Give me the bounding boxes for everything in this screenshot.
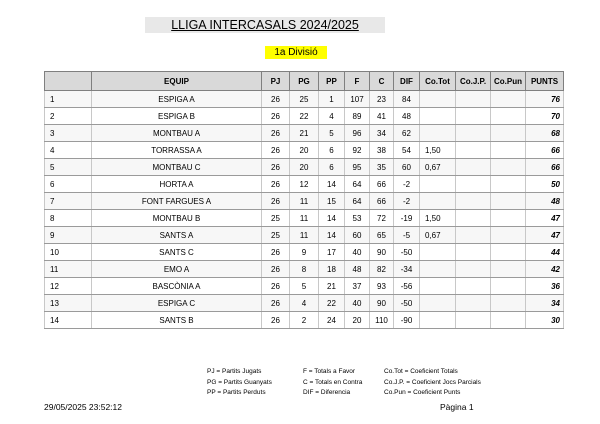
- pp-cell: 22: [319, 295, 345, 312]
- team-cell: ESPIGA A: [92, 91, 262, 108]
- f-cell: 53: [345, 210, 370, 227]
- legend-item: Co.Tot = Coeficient Totals: [384, 368, 458, 375]
- c-cell: 41: [370, 108, 394, 125]
- legend-item: DIF = Diferencia: [303, 389, 351, 396]
- copun-cell: [491, 261, 526, 278]
- copun-cell: [491, 176, 526, 193]
- copun-cell: [491, 295, 526, 312]
- pj-cell: 25: [262, 210, 290, 227]
- team-cell: MONTBAU A: [92, 125, 262, 142]
- copun-cell: [491, 108, 526, 125]
- punts-cell: 30: [526, 312, 564, 329]
- cojp-cell: [456, 159, 491, 176]
- cotot-cell: [420, 176, 456, 193]
- pj-cell: 26: [262, 91, 290, 108]
- cotot-cell: [420, 125, 456, 142]
- cotot-cell: [420, 278, 456, 295]
- dif-cell: 54: [394, 142, 420, 159]
- pg-cell: 9: [290, 244, 319, 261]
- position-cell: 5: [45, 159, 92, 176]
- pp-cell: 15: [319, 193, 345, 210]
- pj-cell: 26: [262, 312, 290, 329]
- column-header: DIF: [394, 72, 420, 91]
- punts-cell: 47: [526, 227, 564, 244]
- table-row: [45, 91, 564, 108]
- cotot-cell: 0,67: [420, 159, 456, 176]
- position-cell: 8: [45, 210, 92, 227]
- dif-cell: -5: [394, 227, 420, 244]
- dif-cell: 48: [394, 108, 420, 125]
- cojp-cell: [456, 91, 491, 108]
- c-cell: 34: [370, 125, 394, 142]
- team-cell: ESPIGA B: [92, 108, 262, 125]
- pg-cell: 4: [290, 295, 319, 312]
- cotot-cell: [420, 312, 456, 329]
- pg-cell: 2: [290, 312, 319, 329]
- legend-item: PG = Partits Guanyats: [207, 378, 272, 386]
- copun-cell: [491, 210, 526, 227]
- column-header: PJ: [262, 72, 290, 91]
- dif-cell: -34: [394, 261, 420, 278]
- legend-item: F = Totals a Favor: [303, 368, 356, 375]
- column-header: PP: [319, 72, 345, 91]
- cojp-cell: [456, 108, 491, 125]
- standings-table: [44, 71, 564, 329]
- team-cell: SANTS B: [92, 312, 262, 329]
- pg-cell: 5: [290, 278, 319, 295]
- f-cell: 64: [345, 193, 370, 210]
- dif-cell: -2: [394, 176, 420, 193]
- punts-cell: 48: [526, 193, 564, 210]
- pp-cell: 18: [319, 261, 345, 278]
- table-header-row: [45, 72, 564, 91]
- team-cell: MONTBAU C: [92, 159, 262, 176]
- pg-cell: 11: [290, 193, 319, 210]
- punts-cell: 76: [526, 91, 564, 108]
- f-cell: 64: [345, 176, 370, 193]
- punts-cell: 36: [526, 278, 564, 295]
- cotot-cell: [420, 244, 456, 261]
- c-cell: 82: [370, 261, 394, 278]
- copun-cell: [491, 278, 526, 295]
- team-cell: MONTBAU B: [92, 210, 262, 227]
- team-cell: TORRASSA A: [92, 142, 262, 159]
- copun-cell: [491, 125, 526, 142]
- team-cell: FONT FARGUES A: [92, 193, 262, 210]
- copun-cell: [491, 91, 526, 108]
- pj-cell: 26: [262, 176, 290, 193]
- pp-cell: 4: [319, 108, 345, 125]
- pp-cell: 6: [319, 159, 345, 176]
- legend-column-3: [384, 367, 481, 399]
- c-cell: 38: [370, 142, 394, 159]
- column-header: F: [345, 72, 370, 91]
- pp-cell: 14: [319, 210, 345, 227]
- pp-cell: 14: [319, 227, 345, 244]
- pg-cell: 25: [290, 91, 319, 108]
- cojp-cell: [456, 278, 491, 295]
- team-cell: BASCÒNIA A: [92, 278, 262, 295]
- table-row: [45, 312, 564, 329]
- pp-cell: 21: [319, 278, 345, 295]
- division-label: 1a Divisió: [265, 46, 327, 59]
- f-cell: 95: [345, 159, 370, 176]
- f-cell: 60: [345, 227, 370, 244]
- punts-cell: 50: [526, 176, 564, 193]
- copun-cell: [491, 159, 526, 176]
- column-header: C: [370, 72, 394, 91]
- table-row: [45, 295, 564, 312]
- pj-cell: 26: [262, 244, 290, 261]
- pj-cell: 26: [262, 142, 290, 159]
- column-header: PG: [290, 72, 319, 91]
- cotot-cell: 0,67: [420, 227, 456, 244]
- pj-cell: 26: [262, 159, 290, 176]
- punts-cell: 34: [526, 295, 564, 312]
- f-cell: 40: [345, 244, 370, 261]
- column-header: [45, 72, 92, 91]
- legend-item: PJ = Partits Jugats: [207, 368, 262, 375]
- cotot-cell: [420, 295, 456, 312]
- punts-cell: 66: [526, 159, 564, 176]
- table-row: [45, 244, 564, 261]
- table-row: [45, 142, 564, 159]
- cojp-cell: [456, 142, 491, 159]
- pp-cell: 6: [319, 142, 345, 159]
- cojp-cell: [456, 227, 491, 244]
- dif-cell: -19: [394, 210, 420, 227]
- position-cell: 9: [45, 227, 92, 244]
- cojp-cell: [456, 295, 491, 312]
- position-cell: 3: [45, 125, 92, 142]
- footer-timestamp: 29/05/2025 23:52:12: [44, 402, 122, 412]
- team-cell: SANTS A: [92, 227, 262, 244]
- dif-cell: 62: [394, 125, 420, 142]
- pg-cell: 8: [290, 261, 319, 278]
- cojp-cell: [456, 312, 491, 329]
- dif-cell: -50: [394, 295, 420, 312]
- f-cell: 89: [345, 108, 370, 125]
- footer-page-number: Pàgina 1: [440, 402, 474, 412]
- table-row: [45, 227, 564, 244]
- c-cell: 23: [370, 91, 394, 108]
- pj-cell: 26: [262, 193, 290, 210]
- page-title: LLIGA INTERCASALS 2024/2025: [145, 17, 385, 33]
- cojp-cell: [456, 125, 491, 142]
- f-cell: 20: [345, 312, 370, 329]
- dif-cell: -50: [394, 244, 420, 261]
- position-cell: 2: [45, 108, 92, 125]
- f-cell: 107: [345, 91, 370, 108]
- copun-cell: [491, 142, 526, 159]
- cotot-cell: 1,50: [420, 210, 456, 227]
- cojp-cell: [456, 210, 491, 227]
- column-header: Co.Pun: [491, 72, 526, 91]
- cotot-cell: [420, 261, 456, 278]
- table-body: [45, 91, 564, 329]
- team-cell: EMO A: [92, 261, 262, 278]
- c-cell: 66: [370, 193, 394, 210]
- f-cell: 40: [345, 295, 370, 312]
- cotot-cell: [420, 193, 456, 210]
- punts-cell: 42: [526, 261, 564, 278]
- table-row: [45, 210, 564, 227]
- punts-cell: 68: [526, 125, 564, 142]
- cojp-cell: [456, 244, 491, 261]
- team-cell: SANTS C: [92, 244, 262, 261]
- pg-cell: 20: [290, 142, 319, 159]
- c-cell: 65: [370, 227, 394, 244]
- position-cell: 14: [45, 312, 92, 329]
- cojp-cell: [456, 176, 491, 193]
- pj-cell: 26: [262, 108, 290, 125]
- table-row: [45, 159, 564, 176]
- legend-item: Co.J.P. = Coeficient Jocs Parcials: [384, 378, 481, 386]
- team-cell: ESPIGA C: [92, 295, 262, 312]
- column-header: Co.J.P.: [456, 72, 491, 91]
- column-header: Co.Tot: [420, 72, 456, 91]
- f-cell: 96: [345, 125, 370, 142]
- f-cell: 92: [345, 142, 370, 159]
- c-cell: 110: [370, 312, 394, 329]
- punts-cell: 66: [526, 142, 564, 159]
- column-header: EQUIP: [92, 72, 262, 91]
- pg-cell: 20: [290, 159, 319, 176]
- position-cell: 12: [45, 278, 92, 295]
- position-cell: 6: [45, 176, 92, 193]
- c-cell: 35: [370, 159, 394, 176]
- f-cell: 48: [345, 261, 370, 278]
- cotot-cell: [420, 91, 456, 108]
- c-cell: 93: [370, 278, 394, 295]
- pg-cell: 11: [290, 227, 319, 244]
- pp-cell: 24: [319, 312, 345, 329]
- legend-column-2: [303, 367, 362, 399]
- column-header: PUNTS: [526, 72, 564, 91]
- cojp-cell: [456, 261, 491, 278]
- c-cell: 72: [370, 210, 394, 227]
- punts-cell: 70: [526, 108, 564, 125]
- copun-cell: [491, 227, 526, 244]
- pg-cell: 22: [290, 108, 319, 125]
- pg-cell: 21: [290, 125, 319, 142]
- position-cell: 4: [45, 142, 92, 159]
- copun-cell: [491, 244, 526, 261]
- pj-cell: 26: [262, 261, 290, 278]
- table-row: [45, 261, 564, 278]
- legend-item: Co.Pun = Coeficient Punts: [384, 389, 461, 396]
- copun-cell: [491, 193, 526, 210]
- table-row: [45, 193, 564, 210]
- position-cell: 13: [45, 295, 92, 312]
- position-cell: 7: [45, 193, 92, 210]
- pp-cell: 5: [319, 125, 345, 142]
- c-cell: 66: [370, 176, 394, 193]
- pp-cell: 17: [319, 244, 345, 261]
- dif-cell: 84: [394, 91, 420, 108]
- f-cell: 37: [345, 278, 370, 295]
- position-cell: 1: [45, 91, 92, 108]
- position-cell: 10: [45, 244, 92, 261]
- dif-cell: -2: [394, 193, 420, 210]
- table-row: [45, 108, 564, 125]
- table-row: [45, 278, 564, 295]
- c-cell: 90: [370, 295, 394, 312]
- pg-cell: 11: [290, 210, 319, 227]
- pp-cell: 14: [319, 176, 345, 193]
- pj-cell: 26: [262, 295, 290, 312]
- cotot-cell: [420, 108, 456, 125]
- pj-cell: 26: [262, 125, 290, 142]
- position-cell: 11: [45, 261, 92, 278]
- legend-column-1: [207, 367, 272, 399]
- punts-cell: 44: [526, 244, 564, 261]
- dif-cell: -56: [394, 278, 420, 295]
- c-cell: 90: [370, 244, 394, 261]
- dif-cell: 60: [394, 159, 420, 176]
- cojp-cell: [456, 193, 491, 210]
- pj-cell: 26: [262, 278, 290, 295]
- pg-cell: 12: [290, 176, 319, 193]
- punts-cell: 47: [526, 210, 564, 227]
- table-row: [45, 125, 564, 142]
- legend-item: C = Totals en Contra: [303, 378, 363, 386]
- table-row: [45, 176, 564, 193]
- legend-item: PP = Partits Perduts: [207, 389, 266, 396]
- copun-cell: [491, 312, 526, 329]
- team-cell: HORTA A: [92, 176, 262, 193]
- pp-cell: 1: [319, 91, 345, 108]
- dif-cell: -90: [394, 312, 420, 329]
- pj-cell: 25: [262, 227, 290, 244]
- cotot-cell: 1,50: [420, 142, 456, 159]
